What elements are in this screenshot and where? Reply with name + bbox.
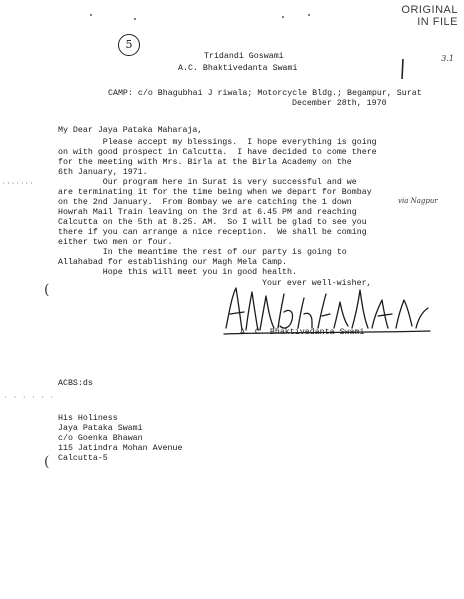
body-line: Calcutta on the 5th at 8.25. AM. So I will be glad to see you	[58, 218, 367, 227]
recipient-line: 115 Jatindra Mohan Avenue	[58, 444, 183, 453]
body-line: Howrah Mail Train leaving on the 3rd at 6.45 PM and reaching	[58, 208, 357, 217]
handwritten-annotation: via Nagpur	[398, 197, 438, 205]
original-in-file-stamp	[401, 4, 458, 28]
scan-speck	[308, 14, 310, 16]
header-sender: A.C. Bhaktivedanta Swami	[178, 64, 298, 73]
margin-bracket-mark: (	[44, 282, 50, 298]
body-line: either two men or four.	[58, 238, 173, 247]
body-line: on the 2nd January. From Bombay we are catching the 1 down	[58, 198, 352, 207]
recipient-line: Jaya Pataka Swami	[58, 424, 143, 433]
punch-hole-mark: ·······	[2, 180, 35, 187]
body-line: Our program here in Surat is very successful and we	[58, 178, 357, 187]
body-line: there if you can arrange a nice reception. We shall be coming	[58, 228, 367, 237]
scan-speck	[90, 14, 92, 16]
margin-bracket-mark: (	[44, 454, 50, 470]
corner-mark: 3.1	[441, 54, 454, 63]
page-number-circle: 5	[118, 34, 140, 56]
scan-speck	[282, 16, 284, 18]
body-line: Hope this will meet you in good health.	[58, 268, 297, 277]
recipient-line: Calcutta-5	[58, 454, 108, 463]
stamp-line-1: ORIGINAL	[401, 4, 458, 16]
recipient-line: His Holiness	[58, 414, 118, 423]
body-line: are terminating it for the time being when we depart for Bombay	[58, 188, 372, 197]
signature-typed-name: A. C. Bhaktivedanta Swami	[240, 328, 365, 337]
body-line: for the meeting with Mrs. Birla at the Birla Academy on the	[58, 158, 352, 167]
body-line: In the meantime the rest of our party is going to	[58, 248, 347, 257]
body-line: on with good prospect in Calcutta. I have decided to come there	[58, 148, 377, 157]
reference-initials: ACBS:ds	[58, 379, 93, 388]
stamp-line-2: IN FILE	[417, 16, 458, 28]
camp-address: CAMP: c/o Bhagubhai J riwala; Motorcycle Bldg.; Begampur, Surat	[108, 89, 422, 98]
vertical-pen-mark	[398, 58, 408, 80]
body-line: Allahabad for establishing our Magh Mela Camp.	[58, 258, 288, 267]
letter-date: December 28th, 1970	[292, 99, 387, 108]
body-line: Please accept my blessings. I hope everything is going	[58, 138, 377, 147]
punch-hole-mark: · · · · · ·	[4, 394, 55, 401]
closing: Your ever well-wisher,	[262, 279, 372, 288]
body-line: 6th January, 1971.	[58, 168, 148, 177]
header-title: Tridandi Goswami	[204, 52, 284, 61]
salutation: My Dear Jaya Pataka Maharaja,	[58, 126, 203, 135]
recipient-line: c/o Goenka Bhawan	[58, 434, 143, 443]
scan-speck	[134, 18, 136, 20]
